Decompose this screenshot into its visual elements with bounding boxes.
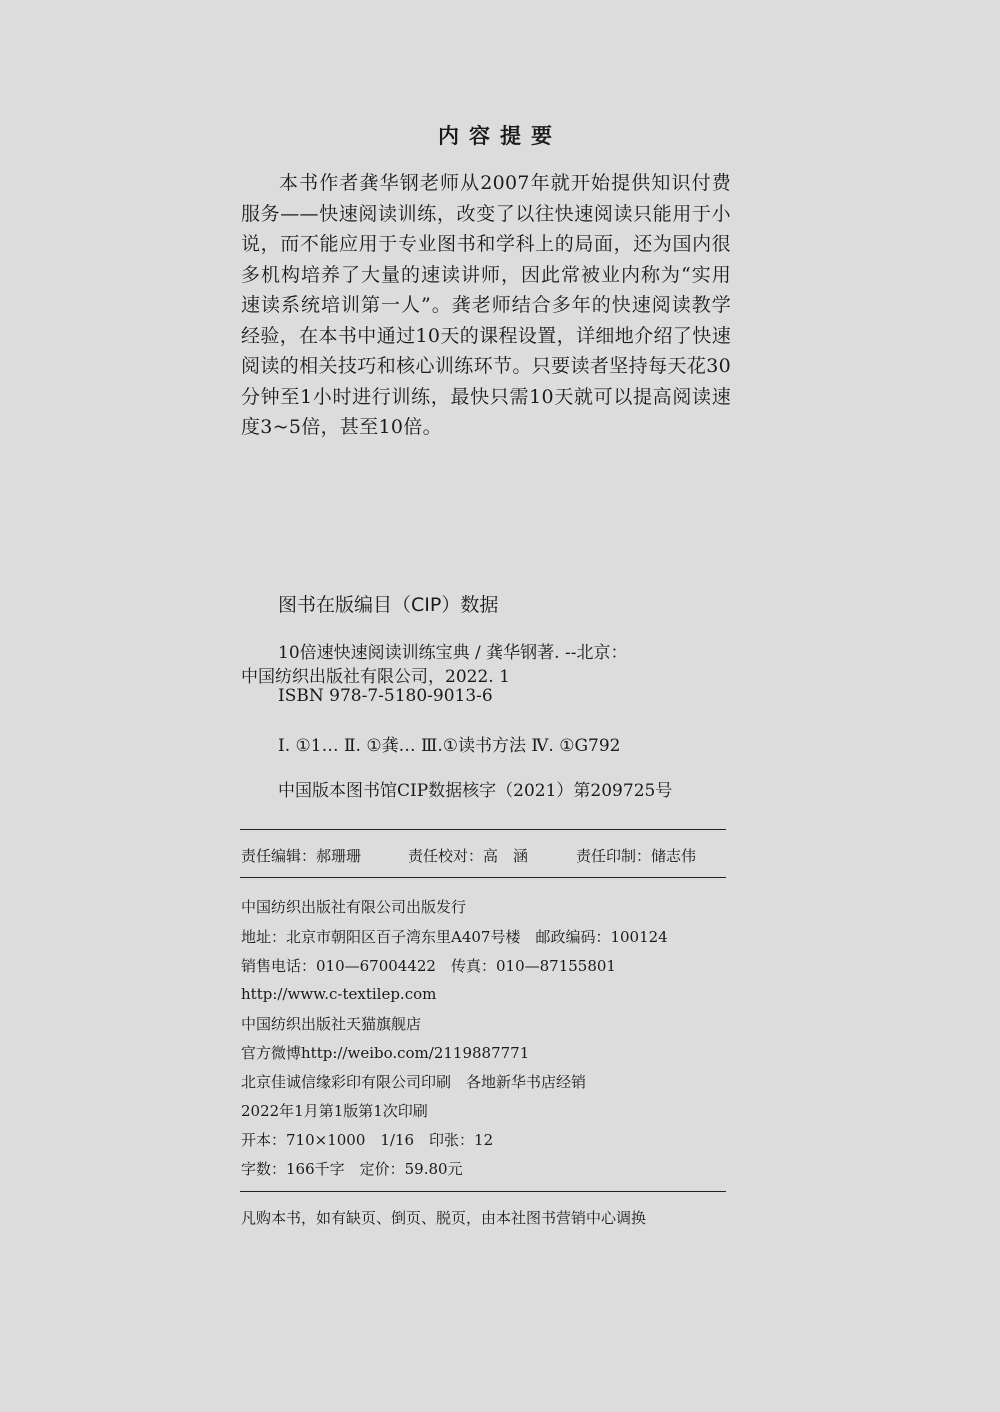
cip-verification-number: 中国版本图书馆CIP数据核字（2021）第209725号: [278, 781, 673, 801]
cip-isbn-line: ISBN 978-7-5180-9013-6: [278, 686, 493, 706]
price-line: 字数：166千字 定价：59.80元: [241, 1160, 463, 1178]
staff-printing: 责任印制：储志伟: [576, 847, 697, 865]
cip-classification: Ⅰ. ①1… Ⅱ. ①龚… Ⅲ.①读书方法 Ⅳ. ①G792: [278, 736, 621, 756]
staff-proofreader: 责任校对：高 涵: [408, 847, 529, 865]
publisher-address: 地址：北京市朝阳区百子湾东里A407号楼 邮政编码：100124: [241, 928, 668, 946]
publisher-store: 中国纺织出版社天猫旗舰店: [241, 1015, 422, 1033]
staff-editor: 责任编辑：郝珊珊: [241, 847, 362, 865]
publisher-phone: 销售电话：010—67004422 传真：010—87155801: [241, 957, 616, 975]
publisher-weibo: 官方微博http://weibo.com/2119887771: [241, 1044, 530, 1062]
printer-line: 北京佳诚信缘彩印有限公司印刷 各地新华书店经销: [241, 1073, 587, 1091]
footer-note: 凡购本书，如有缺页、倒页、脱页，由本社图书营销中心调换: [241, 1209, 647, 1227]
publisher-website: http://www.c-textilep.com: [241, 985, 437, 1003]
divider-top: [240, 829, 726, 830]
publisher-line: 中国纺织出版社有限公司出版发行: [241, 898, 467, 916]
summary-title: 内容提要: [438, 124, 562, 148]
divider-bottom: [240, 1191, 726, 1192]
edition-line: 2022年1月第1版第1次印刷: [241, 1102, 428, 1120]
divider-middle: [240, 877, 726, 878]
cip-heading: 图书在版编目（CIP）数据: [278, 594, 499, 616]
format-line: 开本：710×1000 1/16 印张：12: [241, 1131, 494, 1149]
summary-body: 本书作者龚华钢老师从2007年就开始提供知识付费服务——快速阅读训练，改变了以往快速阅读只能用于小说，而不能应用于专业图书和学科上的局面，还为国内很多机构培养了大量的速读讲师，因此常被业内称为“实用速读系统培训第一人”。龚老师结合多年的快速阅读教学经验，在本书中通过10天的课程设置，详细地介绍了快速阅读的相关技巧和核心训练环节。只要读者坚持每天花30分钟至1小时进行训练，最快只需10天就可以提高阅读速度3~5倍，甚至10倍。: [241, 172, 731, 438]
cip-publisher-line: 中国纺织出版社有限公司，2022. 1: [241, 667, 510, 687]
cip-title-line: 10倍速快速阅读训练宝典 / 龚华钢著. --北京：: [278, 643, 628, 663]
